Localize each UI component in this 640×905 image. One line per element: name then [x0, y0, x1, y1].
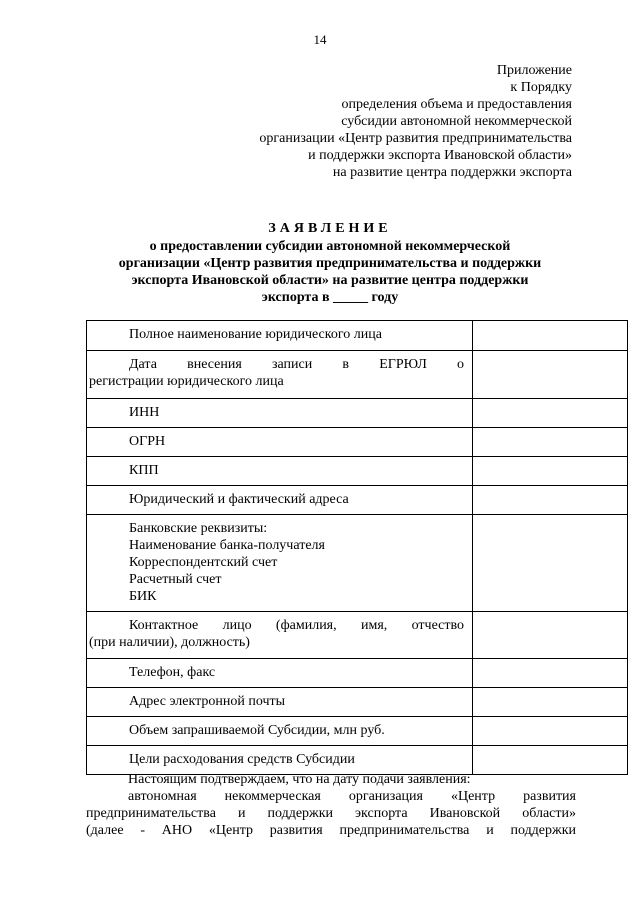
row-label: Объем запрашиваемой Субсидии, млн руб. [87, 717, 473, 746]
row-label: Цели расходования средств Субсидии [87, 746, 473, 775]
title-line: экспорта в _____ году [261, 290, 399, 305]
row-label: Дата внесения записи в ЕГРЮЛ о регистрации юридического лица [87, 351, 473, 399]
title-line: о предоставлении субсидии автономной некоммерческой [149, 239, 511, 254]
table-row [87, 351, 628, 399]
row-value-cell[interactable] [473, 457, 628, 486]
row-label: КПП [87, 457, 473, 486]
row-value-cell[interactable] [473, 486, 628, 515]
row-value-cell[interactable] [473, 399, 628, 428]
page-number: 14 [313, 32, 327, 47]
body-text [86, 771, 576, 839]
table-row [87, 457, 628, 486]
row-label: Телефон, факс [87, 659, 473, 688]
row-label: Юридический и фактический адреса [87, 486, 473, 515]
table-row [87, 612, 628, 659]
row-value-cell[interactable] [473, 659, 628, 688]
table-row [87, 717, 628, 746]
body-line: (далее - АНО «Центр развития предпринимательства и поддержки [86, 823, 576, 838]
application-form-table [86, 320, 628, 775]
table-row [87, 428, 628, 457]
table-row [87, 659, 628, 688]
table-row [87, 486, 628, 515]
appendix-line: на развитие центра поддержки экспорта [332, 165, 572, 180]
row-label: ИНН [87, 399, 473, 428]
body-line: предпринимательства и поддержки экспорта Ивановской области» [86, 806, 576, 821]
appendix-line: к Порядку [510, 80, 572, 95]
row-label: Контактное лицо (фамилия, имя, отчество (при наличии), должность) [87, 612, 473, 659]
row-value-cell[interactable] [473, 717, 628, 746]
document-title [100, 220, 560, 306]
row-value-cell[interactable] [473, 612, 628, 659]
appendix-line: организации «Центр развития предпринимательства [259, 131, 572, 146]
appendix-line: и поддержки экспорта Ивановской области» [308, 148, 572, 163]
row-value-cell[interactable] [473, 688, 628, 717]
row-label: Адрес электронной почты [87, 688, 473, 717]
table-row [87, 321, 628, 351]
table-row [87, 399, 628, 428]
body-line: Настоящим подтверждаем, что на дату подачи заявления: [128, 772, 471, 787]
appendix-line: определения объема и предоставления [341, 97, 572, 112]
title-line: организации «Центр развития предпринимательства и поддержки [118, 256, 542, 271]
row-label: Банковские реквизиты: Наименование банка-получателя Корреспондентский счет Расчетный счет БИК [87, 515, 473, 612]
row-label: Полное наименование юридического лица [87, 321, 473, 351]
row-label: ОГРН [87, 428, 473, 457]
row-value-cell[interactable] [473, 351, 628, 399]
row-value-cell[interactable] [473, 428, 628, 457]
title-heading: ЗАЯВЛЕНИЕ [268, 221, 392, 236]
row-value-cell[interactable] [473, 515, 628, 612]
appendix-line: субсидии автономной некоммерческой [341, 114, 572, 129]
body-line: автономная некоммерческая организация «Центр развития [128, 789, 576, 804]
appendix-line: Приложение [496, 63, 572, 78]
appendix-header [259, 62, 572, 181]
row-value-cell[interactable] [473, 321, 628, 351]
table-row [87, 515, 628, 612]
title-line: экспорта Ивановской области» на развитие центра поддержки [131, 273, 529, 288]
table-row [87, 688, 628, 717]
